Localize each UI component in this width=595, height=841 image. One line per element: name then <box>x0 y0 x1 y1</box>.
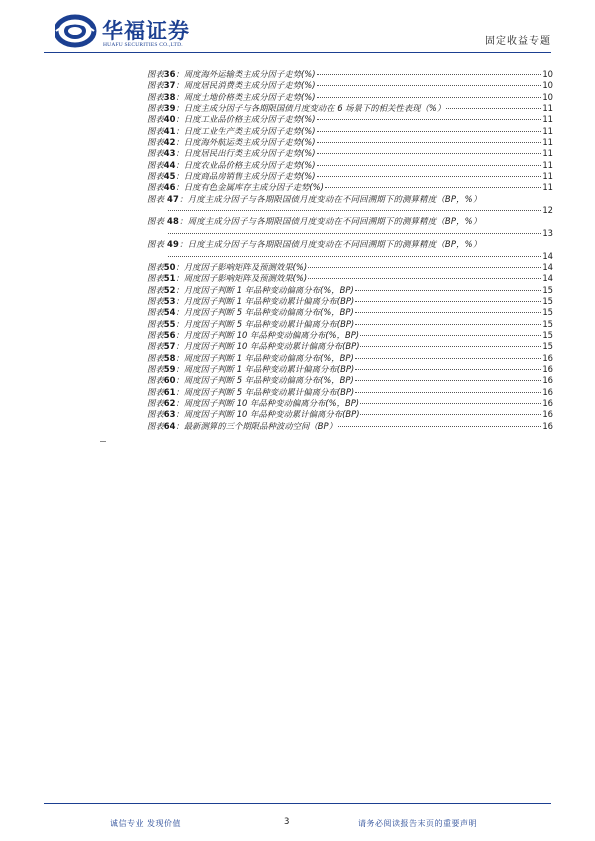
toc-entry[interactable] <box>147 126 553 137</box>
toc-figure-number: 52 <box>163 284 176 295</box>
toc-page-number: 14 <box>542 273 553 284</box>
toc-entry[interactable] <box>147 239 553 262</box>
toc-figure-number: 39 <box>163 103 176 114</box>
toc-title-text: ：日度农业品价格主成分因子走势(%) <box>175 159 316 170</box>
toc-entry[interactable] <box>147 307 553 318</box>
toc-leader-dots <box>446 108 541 109</box>
footer-divider <box>44 803 551 804</box>
toc-entry-title <box>147 194 481 205</box>
toc-title-text: ：周度因子判断 10 年品种变动偏离分布(%，BP) <box>175 397 360 408</box>
toc-page-number: 12 <box>542 205 553 216</box>
toc-page-number: 11 <box>542 159 553 170</box>
toc-entry[interactable] <box>147 364 553 375</box>
toc-entry-title <box>147 262 307 273</box>
toc-figure-number: 50 <box>163 261 176 272</box>
toc-entry-title <box>147 182 324 193</box>
toc-title-text: ：月度因子判断 5 年品种变动偏离分布(%，BP) <box>175 307 354 318</box>
toc-title-text: ：日度工业生产类主成分因子走势(%) <box>175 125 316 136</box>
toc-label: 图表 <box>147 216 168 227</box>
toc-entry-title <box>147 148 316 159</box>
toc-label: 图表 <box>147 171 164 182</box>
toc-entry[interactable] <box>147 387 553 398</box>
toc-page-number: 14 <box>542 250 553 261</box>
toc-figure-number: 56 <box>163 329 176 340</box>
toc-page-number: 15 <box>542 318 553 329</box>
toc-label: 图表 <box>147 193 168 204</box>
toc-page-number: 13 <box>542 227 553 238</box>
toc-entry-title <box>147 307 354 318</box>
toc-leader-dots <box>317 131 542 132</box>
toc-entry[interactable] <box>147 273 553 284</box>
toc-label: 图表 <box>147 159 164 170</box>
toc-page-number: 11 <box>542 137 553 148</box>
margin-mark <box>100 441 106 442</box>
toc-figure-number: 48 <box>167 216 180 227</box>
toc-leader-dots <box>355 358 542 359</box>
toc-page-number: 16 <box>542 352 553 363</box>
toc-entry-title <box>147 69 316 80</box>
toc-title-text: ：日度商品房销售主成分因子走势(%) <box>175 171 316 182</box>
toc-label: 图表 <box>147 375 164 386</box>
toc-label: 图表 <box>147 69 164 79</box>
toc-page-number: 16 <box>542 363 553 374</box>
toc-figure-number: 36 <box>163 69 176 79</box>
toc-leader-dots <box>308 278 541 279</box>
toc-figure-number: 49 <box>167 239 180 250</box>
toc-entry[interactable] <box>147 171 553 182</box>
toc-entry-title <box>147 409 359 420</box>
toc-entry[interactable] <box>147 114 553 125</box>
toc-entry[interactable] <box>147 92 553 103</box>
toc-entry-title <box>147 114 316 125</box>
toc-label: 图表 <box>147 148 164 159</box>
toc-label: 图表 <box>147 103 164 114</box>
toc-page-number: 16 <box>542 420 553 431</box>
toc-entry-title <box>147 421 337 432</box>
toc-label: 图表 <box>147 363 164 374</box>
toc-leader-dots <box>355 290 542 291</box>
toc-leader-dots <box>308 267 541 268</box>
toc-title-text: ：周度因子判断 1 年品种变动偏离分布(%，BP) <box>175 352 354 363</box>
toc-entry-title <box>147 364 354 375</box>
toc-entry-title <box>147 92 316 103</box>
toc-entry[interactable] <box>147 341 553 352</box>
toc-entry[interactable] <box>147 216 553 239</box>
toc-entry[interactable] <box>147 194 553 217</box>
toc-leader-dots <box>360 335 541 336</box>
toc-title-text: ：月度因子判断 5 年品种变动累计偏离分布(BP) <box>175 318 355 329</box>
toc-entry-title <box>147 375 354 386</box>
toc-leader-dots <box>325 187 541 188</box>
toc-label: 图表 <box>147 80 164 91</box>
toc-title-text: ：周度土地价格类主成分因子走势(%) <box>175 91 316 102</box>
toc-figure-number: 46 <box>163 182 176 193</box>
toc-page-number: 11 <box>542 103 553 114</box>
toc-figure-number: 63 <box>163 409 176 420</box>
toc-title-text: ：周度因子判断 5 年品种变动偏离分布(%，BP) <box>175 375 354 386</box>
toc-page-number: 15 <box>542 341 553 352</box>
toc-figure-number: 44 <box>163 159 176 170</box>
toc-label: 图表 <box>147 307 164 318</box>
toc-entry-title <box>147 330 359 341</box>
toc-page-number: 11 <box>542 125 553 136</box>
toc-leader-dots <box>168 210 541 211</box>
toc-figure-number: 43 <box>163 148 176 159</box>
toc-entry[interactable] <box>147 409 553 420</box>
toc-figure-number: 59 <box>163 363 176 374</box>
toc-leader-dots <box>355 312 542 313</box>
toc-figure-number: 38 <box>163 91 176 102</box>
toc-label: 图表 <box>147 239 168 250</box>
toc-figure-number: 55 <box>163 318 176 329</box>
toc-entry[interactable] <box>147 148 553 159</box>
toc-entry-title <box>147 137 316 148</box>
toc-entry-title <box>147 353 354 364</box>
toc-leader-dots <box>355 301 541 302</box>
toc-leader-dots <box>317 142 542 143</box>
toc-leader-dots <box>355 380 542 381</box>
toc-label: 图表 <box>147 409 164 420</box>
toc-label: 图表 <box>147 420 164 431</box>
toc-page-number: 14 <box>542 261 553 272</box>
toc-label: 图表 <box>147 386 164 397</box>
toc-entry[interactable] <box>147 137 553 148</box>
toc-page-number: 10 <box>542 69 553 79</box>
toc-page-number: 15 <box>542 284 553 295</box>
toc-title-text: ：月度因子判断 10 年品种变动偏离分布(%，BP) <box>175 329 360 340</box>
toc-label: 图表 <box>147 284 164 295</box>
toc-figure-number: 37 <box>163 80 176 91</box>
company-logo <box>55 14 215 50</box>
toc-entry-title <box>147 341 359 352</box>
report-section-title: 固定收益专题 <box>485 36 551 47</box>
toc-page-number: 16 <box>542 409 553 420</box>
toc-leader-dots <box>317 97 542 98</box>
toc-entry-title <box>147 239 481 250</box>
toc-title-text: ：日度工业品价格主成分因子走势(%) <box>175 114 316 125</box>
toc-leader-dots <box>317 119 542 120</box>
toc-entry[interactable] <box>147 285 553 296</box>
toc-figure-number: 41 <box>163 125 176 136</box>
toc-title-text: ：周度主成分因子与各期限国债月度变动在不同回溯期下的测算精度（BP，%） <box>179 216 482 227</box>
toc-entry[interactable] <box>147 262 553 273</box>
toc-page-number: 15 <box>542 329 553 340</box>
toc-title-text: ：日度居民出行类主成分因子走势(%) <box>175 148 316 159</box>
toc-label: 图表 <box>147 261 164 272</box>
toc-title-text: ：周度因子判断 10 年品种变动累计偏离分布(BP) <box>175 409 360 420</box>
toc-entry-title <box>147 387 354 398</box>
toc-leader-dots <box>355 392 541 393</box>
toc-entry-title <box>147 160 316 171</box>
toc-entry[interactable] <box>147 103 553 114</box>
toc-page-number: 10 <box>542 91 553 102</box>
toc-figure-number: 54 <box>163 307 176 318</box>
toc-entry[interactable] <box>147 69 553 80</box>
toc-title-text: ：周度因子影响矩阵及预测效果(%) <box>175 273 308 284</box>
toc-label: 图表 <box>147 397 164 408</box>
toc-leader-dots <box>360 346 541 347</box>
toc-figure-number: 58 <box>163 352 176 363</box>
toc-page-number: 15 <box>542 307 553 318</box>
header-divider <box>44 52 551 53</box>
toc-entry[interactable] <box>147 319 553 330</box>
toc-page-number: 16 <box>542 397 553 408</box>
toc-label: 图表 <box>147 91 164 102</box>
toc-figure-number: 53 <box>163 295 176 306</box>
toc-leader-dots <box>317 74 542 75</box>
toc-leader-dots <box>168 233 541 234</box>
toc-entry-title <box>147 296 354 307</box>
toc-title-text: ：最新测算的三个期限品种波动空间（BP） <box>175 420 337 431</box>
toc-title-text: ：日度主成分因子与各期限国债月度变动在 6 场景下的相关性表现（%） <box>175 103 446 114</box>
toc-label: 图表 <box>147 329 164 340</box>
toc-page-number: 11 <box>542 182 553 193</box>
page-number: 3 <box>284 817 290 827</box>
toc-leader-dots <box>317 176 542 177</box>
toc-title-text: ：周度因子判断 5 年品种变动累计偏离分布(BP) <box>175 386 355 397</box>
toc-title-text: ：周度因子判断 1 年品种变动累计偏离分布(BP) <box>175 363 355 374</box>
toc-leader-dots <box>317 153 542 154</box>
toc-entry[interactable] <box>147 80 553 91</box>
toc-label: 图表 <box>147 352 164 363</box>
toc-page-number: 16 <box>542 375 553 386</box>
toc-entry[interactable] <box>147 296 553 307</box>
toc-entry[interactable] <box>147 160 553 171</box>
toc-page-number: 11 <box>542 171 553 182</box>
toc-entry-title <box>147 285 354 296</box>
toc-entry-title <box>147 126 316 137</box>
toc-figure-number: 62 <box>163 397 176 408</box>
toc-title-text: ：月度因子判断 1 年品种变动累计偏离分布(BP) <box>175 295 355 306</box>
toc-figure-number: 60 <box>163 375 176 386</box>
toc-label: 图表 <box>147 182 164 193</box>
toc-leader-dots <box>317 165 542 166</box>
toc-page-number: 11 <box>542 114 553 125</box>
toc-label: 图表 <box>147 295 164 306</box>
toc-figure-number: 45 <box>163 171 176 182</box>
toc-page-number: 15 <box>542 295 553 306</box>
toc-title-text: ：周度居民消费类主成分因子走势(%) <box>175 80 316 91</box>
toc-figure-number: 57 <box>163 341 176 352</box>
toc-entry[interactable] <box>147 421 553 432</box>
toc-page-number: 16 <box>542 386 553 397</box>
toc-title-text: ：月度主成分因子与各期限国债月度变动在不同回溯期下的测算精度（BP，%） <box>179 193 482 204</box>
toc-figure-number: 51 <box>163 273 176 284</box>
toc-leader-dots <box>355 324 541 325</box>
figure-index <box>147 69 553 432</box>
toc-entry-title <box>147 398 359 409</box>
toc-label: 图表 <box>147 125 164 136</box>
toc-title-text: ：日度有色金属库存主成分因子走势(%) <box>175 182 324 193</box>
toc-entry[interactable] <box>147 375 553 386</box>
toc-label: 图表 <box>147 318 164 329</box>
toc-label: 图表 <box>147 273 164 284</box>
toc-entry-title <box>147 319 354 330</box>
toc-title-text: ：周度海外运输类主成分因子走势(%) <box>175 69 316 79</box>
toc-leader-dots <box>360 414 541 415</box>
toc-leader-dots <box>360 403 541 404</box>
toc-entry-title <box>147 171 316 182</box>
toc-label: 图表 <box>147 114 164 125</box>
toc-title-text: ：月度因子影响矩阵及预测效果(%) <box>175 261 308 272</box>
toc-figure-number: 40 <box>163 114 176 125</box>
toc-leader-dots <box>355 369 541 370</box>
toc-figure-number: 64 <box>163 420 176 431</box>
toc-figure-number: 47 <box>167 193 180 204</box>
brand-name-en: HUAFU SECURITIES CO.,LTD. <box>103 42 183 48</box>
toc-entry-title <box>147 273 307 284</box>
toc-label: 图表 <box>147 137 164 148</box>
toc-entry-title <box>147 80 316 91</box>
toc-entry-title <box>147 103 445 114</box>
toc-leader-dots <box>168 256 541 257</box>
toc-entry[interactable] <box>147 330 553 341</box>
toc-entry[interactable] <box>147 398 553 409</box>
toc-figure-number: 42 <box>163 137 176 148</box>
footer-slogan: 诚信专业 发现价值 <box>110 819 182 828</box>
footer-disclaimer: 请务必阅读报告末页的重要声明 <box>358 819 477 828</box>
toc-leader-dots <box>317 85 542 86</box>
toc-entry-title <box>147 216 481 227</box>
toc-figure-number: 61 <box>163 386 176 397</box>
toc-title-text: ：月度因子判断 1 年品种变动偏离分布(%，BP) <box>175 284 354 295</box>
toc-title-text: ：月度因子判断 10 年品种变动累计偏离分布(BP) <box>175 341 360 352</box>
toc-title-text: ：日度主成分因子与各期限国债月度变动在不同回溯期下的测算精度（BP，%） <box>179 239 482 250</box>
toc-title-text: ：日度海外航运类主成分因子走势(%) <box>175 137 316 148</box>
brand-name-cn: 华福证券 <box>102 18 190 43</box>
toc-label: 图表 <box>147 341 164 352</box>
toc-entry[interactable] <box>147 182 553 193</box>
toc-page-number: 11 <box>542 148 553 159</box>
huafu-logo-icon <box>55 14 99 50</box>
toc-page-number: 10 <box>542 80 553 91</box>
toc-leader-dots <box>338 426 541 427</box>
toc-entry[interactable] <box>147 353 553 364</box>
